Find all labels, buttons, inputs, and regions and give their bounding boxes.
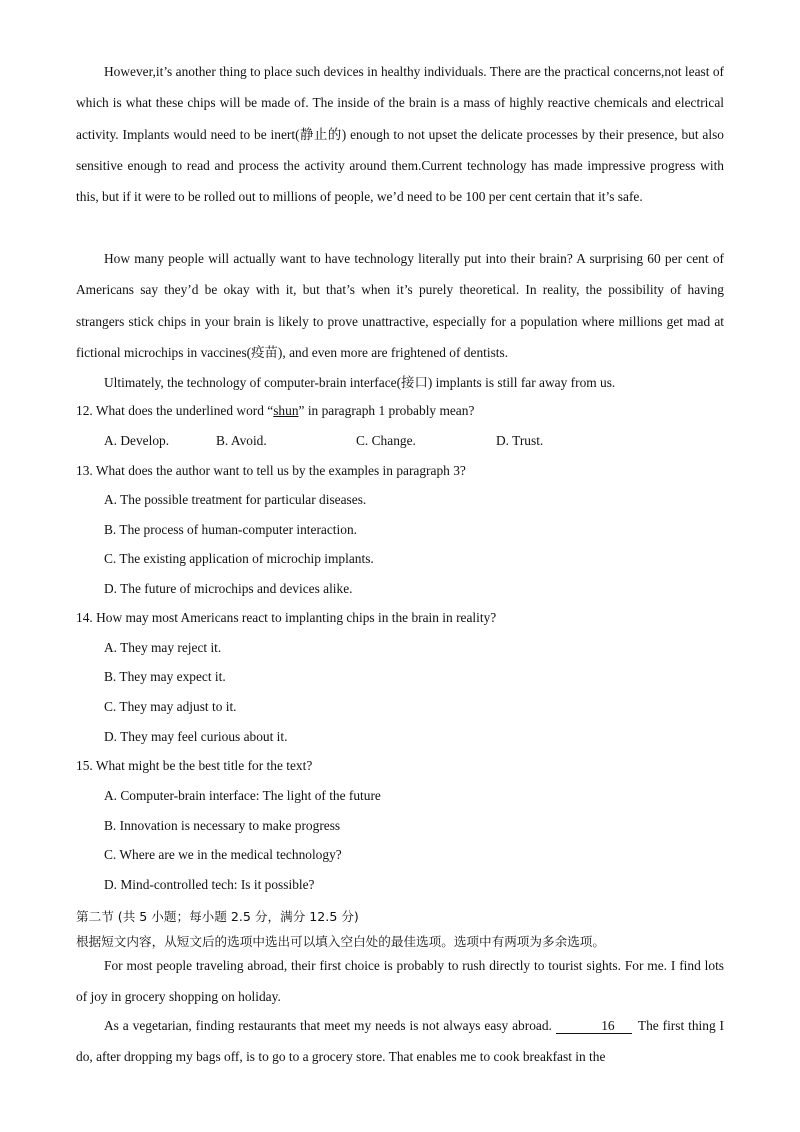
question-12-option-c[interactable]: C. Change.	[356, 433, 416, 448]
underlined-word: shun	[273, 403, 299, 418]
blank-16[interactable]: 16	[556, 1019, 632, 1034]
cloze-paragraph-1: For most people traveling abroad, their first choice is probably to rush directly to tourist sights. For me. I find lots of joy in grocery shopping on holiday.	[76, 958, 724, 1005]
question-12-stem-start: 12. What does the underlined word “	[76, 403, 274, 418]
section-2-instruction: 根据短文内容，从短文后的选项中选出可以填入空白处的最佳选项。选项中有两项为多余选项。	[76, 934, 605, 949]
question-14-option-c[interactable]: C. They may adjust to it.	[104, 699, 237, 714]
question-13-option-d[interactable]: D. The future of microchips and devices alike.	[104, 581, 353, 596]
cloze-paragraph-2-start: As a vegetarian, finding restaurants that meet my needs is not always easy abroad.	[104, 1018, 552, 1033]
question-13-option-b[interactable]: B. The process of human-computer interaction.	[104, 522, 357, 537]
question-12-stem	[76, 403, 474, 419]
question-15-option-c[interactable]: C. Where are we in the medical technology?	[104, 847, 342, 862]
question-15-option-b[interactable]: B. Innovation is necessary to make progress	[104, 818, 341, 833]
question-13-stem: 13. What does the author want to tell us by the examples in paragraph 3?	[76, 463, 466, 478]
question-13-option-a[interactable]: A. The possible treatment for particular diseases.	[104, 492, 367, 507]
question-15-option-d[interactable]: D. Mind-controlled tech: Is it possible?	[104, 877, 315, 892]
passage-paragraph-4: However,it’s another thing to place such devices in healthy individuals. There are the practical concerns,not least of which is what these chips will be made of. The inside of the brain is a mass of highly reactive chemicals and electrical activity. Implants would need to be inert(静止的) enough to not upset the delicate processes by their presence, but also sensitive enough to read and process the activity around them.Current technology has made impressive progress with this, but if it were to be rolled out to millions of people, we’d need to be 100 per cent certain that it’s safe.	[76, 64, 724, 205]
cloze-paragraph-2-end: The first thing I do, after dropping my bags off, is to go to a grocery store. That enables me to cook breakfast in the	[76, 1018, 724, 1065]
question-13-option-c[interactable]: C. The existing application of microchip implants.	[104, 551, 374, 566]
section-2-heading: 第二节 (共 5 小题；每小题 2.5 分，满分 12.5 分)	[76, 909, 359, 924]
cloze-paragraph-2	[76, 1010, 724, 1073]
question-15-option-a[interactable]: A. Computer-brain interface: The light of the future	[104, 788, 381, 803]
question-12-stem-end: ” in paragraph 1 probably mean?	[298, 403, 475, 418]
question-14-option-a[interactable]: A. They may reject it.	[104, 640, 222, 655]
question-14-option-d[interactable]: D. They may feel curious about it.	[104, 729, 288, 744]
question-14-option-b[interactable]: B. They may expect it.	[104, 669, 226, 684]
question-12-option-b[interactable]: B. Avoid.	[216, 433, 267, 448]
question-14-stem: 14. How may most Americans react to implanting chips in the brain in reality?	[76, 610, 497, 625]
passage-paragraph-6: Ultimately, the technology of computer-brain interface(接口) implants is still far away from us.	[104, 375, 616, 390]
question-12-option-a[interactable]: A. Develop.	[104, 433, 170, 448]
passage-paragraph-5: How many people will actually want to have technology literally put into their brain? A surprising 60 per cent of Americans say they’d be okay with it, but that’s when it’s purely theoretical. In reality, the possibility of having strangers stick chips in your brain is likely to prove unattractive, especially for a population where millions get mad at fictional microchips in vaccines(疫苗), and even more are frightened of dentists.	[76, 251, 724, 360]
question-15-stem: 15. What might be the best title for the text?	[76, 758, 313, 773]
question-12-option-d[interactable]: D. Trust.	[496, 433, 544, 448]
